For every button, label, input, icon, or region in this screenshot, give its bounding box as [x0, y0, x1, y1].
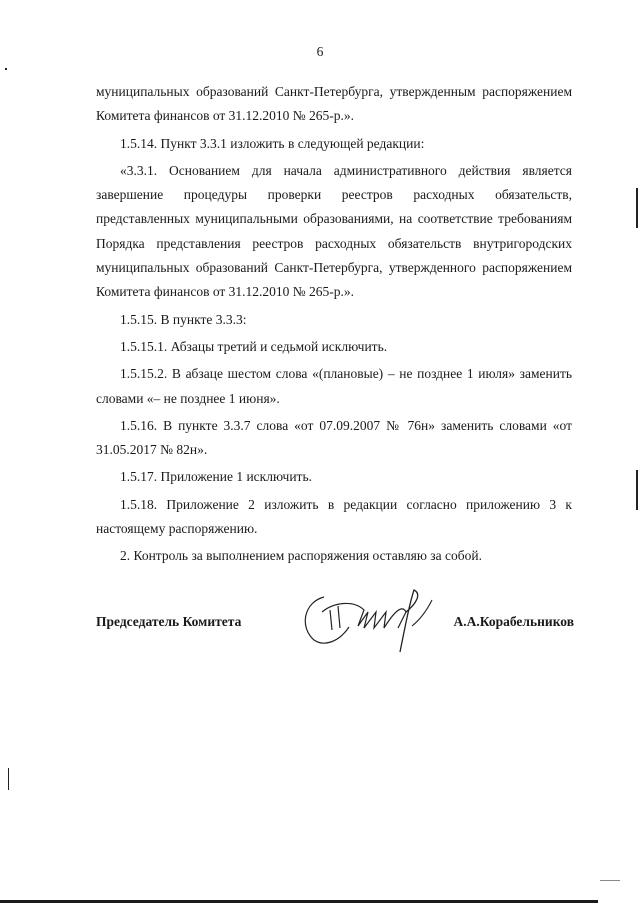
paragraph: 1.5.16. В пункте 3.3.7 слова «от 07.09.2007 № 76н» заменить словами «от 31.05.2017 № 82н».: [96, 417, 572, 458]
signatory-title: Председатель Комитета: [96, 614, 242, 629]
signatory-name: А.А.Корабельников: [453, 614, 574, 629]
signature-block: [96, 607, 574, 667]
paragraph: муниципальных образований Санкт-Петербурга, утвержденным распоряжением Комитета финансов от 31.12.2010 № 265-р.».: [96, 84, 572, 124]
paragraph: 1.5.15. В пункте 3.3.3:: [120, 311, 247, 327]
scan-artifact: [636, 188, 638, 228]
paragraph: 1.5.14. Пункт 3.3.1 изложить в следующей редакции:: [120, 135, 425, 151]
page-number: 6: [316, 44, 324, 59]
paragraph: 2. Контроль за выполнением распоряжения оставляю за собой.: [120, 548, 482, 564]
paragraph: «3.3.1. Основанием для начала административного действия является завершение процедуры проверки реестров расходных обязательств, представленных муниципальными образованиями, на соответствие требованиям Порядка представления реестров расходных обязательств внутригородских муниципальных образований Санкт-Петербурга, утвержденного распоряжением Комитета финансов от 31.12.2010 № 265-р.».: [96, 162, 572, 300]
scan-artifact: [8, 768, 9, 790]
paragraph: 1.5.15.1. Абзацы третий и седьмой исключить.: [120, 338, 388, 354]
paragraph: 1.5.17. Приложение 1 исключить.: [120, 469, 312, 485]
handwritten-signature: [294, 582, 444, 662]
scan-artifact: [636, 470, 638, 510]
bottom-scan-edge: [0, 900, 598, 903]
paragraph: 1.5.18. Приложение 2 изложить в редакции согласно приложению 3 к настоящему распоряжению.: [96, 496, 572, 537]
document-body: [96, 80, 572, 572]
paragraph: 1.5.15.2. В абзаце шестом слова «(плановые) – не позднее 1 июля» заменить словами «– не позднее 1 июня».: [96, 366, 572, 406]
scan-artifact: [600, 880, 620, 881]
scan-artifact: [5, 68, 7, 70]
